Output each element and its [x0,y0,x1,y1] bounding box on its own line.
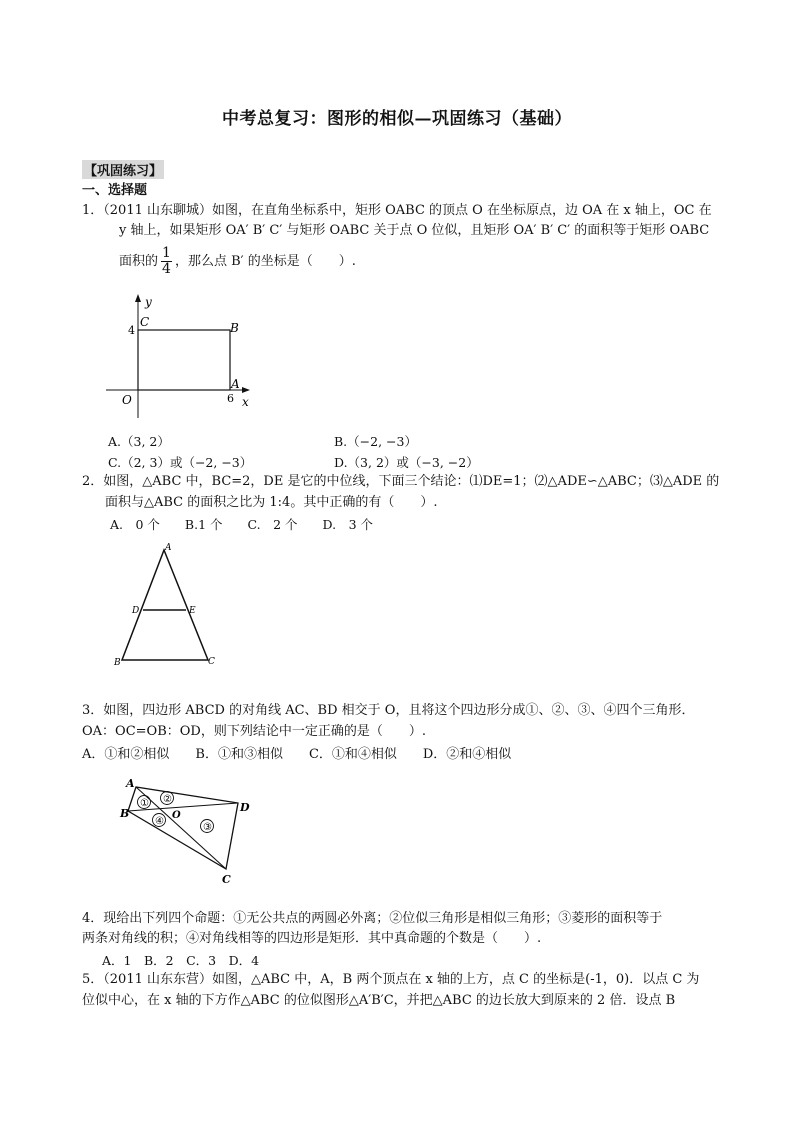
q3-line1: 3．如图，四边形 ABCD 的对角线 AC、BD 相交于 O，且将这个四边形分成①、②、③、④四个三角形． [82,703,695,718]
y-axis-label: y [145,295,152,309]
section-heading: 一、选择题 [82,183,148,198]
q2-triangle-figure [110,540,220,670]
fraction-denominator: 4 [162,261,171,277]
q1-line3-post: ，那么点 B′ 的坐标是（ ）. [174,254,356,269]
q1-option-c: C.（2, 3）或（−2, −3） [108,455,253,470]
point-a-label: A [126,777,135,790]
q1-option-b: B.（−2, −3） [334,434,417,449]
tick-6-label: 6 [227,392,234,405]
region-1-label: ① [140,798,149,809]
q4-line1: 4．现给出下列四个命题：①无公共点的两圆必外离；②位似三角形是相似三角形；③菱形的面积等于 [82,911,663,926]
y-axis-arrow [135,294,141,302]
point-c-label: C [222,873,231,886]
point-o-label: O [172,810,181,821]
q4-options: A．1 B．2 C．3 D．4 [102,953,260,968]
q1-option-d: D.（3, 2）或（−3, −2） [334,455,479,470]
point-c-label: C [140,315,150,329]
point-o-label: O [122,393,132,407]
region-4-label: ④ [155,816,164,827]
region-2-label: ② [163,794,172,805]
one-quarter-fraction [161,246,172,277]
q4-line2: 两条对角线的积；④对角线相等的四边形是矩形．其中真命题的个数是（ ）. [82,931,542,946]
point-a-label: A [231,377,240,391]
q2-line1: 2．如图，△ABC 中，BC=2，DE 是它的中位线，下面三个结论：⑴DE=1；⑵△ADE∽△ABC；⑶△ADE 的 [82,474,720,489]
q1-coordinate-figure [100,290,260,420]
point-a-label: A [165,543,172,553]
section-tag: 【巩固练习】 [82,160,164,179]
point-b-label: B [120,807,130,820]
q1-line1: 1．（2011 山东聊城）如图，在直角坐标系中，矩形 OABC 的顶点 O 在坐标原点，边 OA 在 x 轴上，OC 在 [82,203,712,218]
page-title: 中考总复习：图形的相似—巩固练习（基础） [222,109,572,129]
fraction-numerator: 1 [162,245,171,261]
q3-options: A．①和②相似 B．①和③相似 C．①和④相似 D．②和④相似 [82,747,512,762]
point-c-label: C [208,657,215,667]
q5-line2: 位似中心，在 x 轴的下方作△ABC 的位似图形△A′B′C，并把△ABC 的边长放大到原来的 2 倍．设点 B [82,993,676,1008]
q1-line3 [119,244,356,280]
point-d-label: D [240,801,250,814]
rectangle-oabc [138,330,230,390]
q3-line2: OA：OC=OB：OD，则下列结论中一定正确的是（ ）. [82,724,426,739]
point-b-label: B [230,321,239,335]
point-e-label: E [189,606,196,616]
x-axis-arrow [242,387,250,393]
q5-line1: 5．（2011 山东东营）如图，△ABC 中，A，B 两个顶点在 x 轴的上方，点 C 的坐标是(-1，0)．以点 C 为 [82,972,700,987]
tick-4-label: 4 [128,324,135,337]
point-b-label: B [114,658,121,668]
q1-line3-pre: 面积的 [119,254,159,269]
q2-line2: 面积与△ABC 的面积之比为 1:4。其中正确的有（ ）. [105,495,438,510]
x-axis-label: x [242,395,249,409]
q3-quadrilateral-figure [118,775,263,890]
q1-option-a: A.（3, 2） [108,434,170,449]
point-d-label: D [132,606,140,616]
q2-options: A. 0 个 B.1 个 C. 2 个 D. 3 个 [110,517,374,532]
region-3-label: ③ [203,822,212,833]
q1-line2: y 轴上，如果矩形 OA′ B′ C′ 与矩形 OABC 关于点 O 位似，且矩形 OA′ B′ C′ 的面积等于矩形 OABC [119,223,710,238]
triangle-abc [122,550,208,660]
